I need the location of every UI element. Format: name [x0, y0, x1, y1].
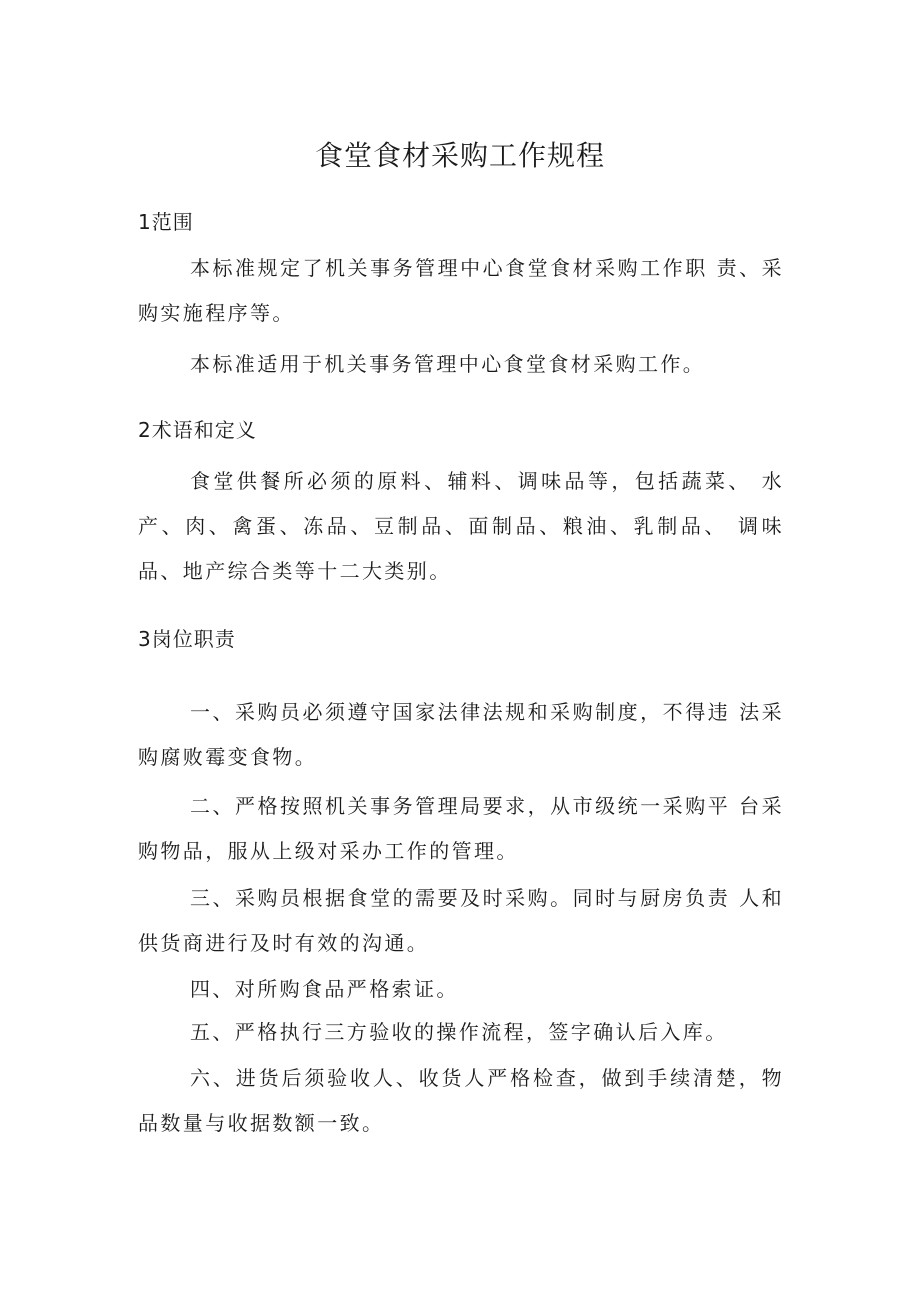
- paragraph: 本标准适用于机关事务管理中心食堂食材采购工作。: [190, 352, 706, 376]
- paragraph: 本标准规定了机关事务管理中心食堂食材采购工作职 责、采购实施程序等。: [138, 256, 784, 325]
- document-title: 食堂食材采购工作规程: [314, 139, 605, 172]
- paragraph: 四、对所购食品严格索证。: [190, 977, 459, 1001]
- paragraph: 食堂供餐所必须的原料、辅料、调味品等，包括蔬菜、 水产、肉、禽蛋、冻品、豆制品、面制品、粮油、乳制品、 调味品、地产综合类等十二大类别。: [138, 469, 784, 583]
- paragraph: 一、采购员必须遵守国家法律法规和采购制度，不得违 法采购腐败霉变食物。: [138, 700, 784, 769]
- section-heading-terms: 2术语和定义: [138, 418, 257, 442]
- paragraph: 三、采购员根据食堂的需要及时采购。同时与厨房负责 人和供货商进行及时有效的沟通。: [138, 886, 784, 955]
- paragraph: 六、进货后须验收人、收货人严格检查，做到手续清楚，物品数量与收据数额一致。: [138, 1066, 784, 1135]
- section-heading-scope: 1范围: [138, 210, 194, 234]
- paragraph: 五、严格执行三方验收的操作流程，签字确认后入库。: [190, 1020, 728, 1044]
- section-heading-duties: 3岗位职责: [138, 627, 236, 651]
- paragraph: 二、严格按照机关事务管理局要求，从市级统一采购平 台采购物品，服从上级对采办工作的管理。: [138, 794, 784, 863]
